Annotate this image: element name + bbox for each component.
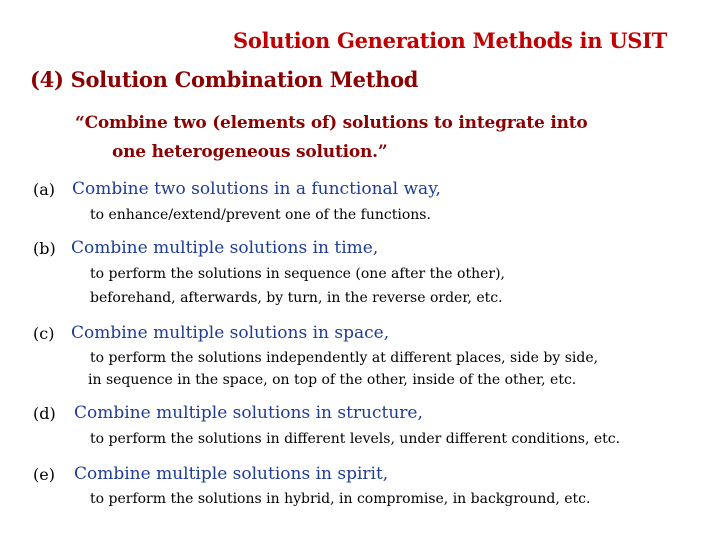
item-e-label: (e) [33,465,55,484]
item-d-heading: Combine multiple solutions in structure, [74,403,423,423]
item-d-desc-1: to perform the solutions in different levels, under different conditions, etc. [90,431,621,447]
item-a-heading: Combine two solutions in a functional way, [72,179,441,199]
item-b-desc-2: beforehand, afterwards, by turn, in the reverse order, etc. [90,290,503,306]
slide-title: Solution Generation Methods in USIT [233,28,667,53]
item-e-heading: Combine multiple solutions in spirit, [74,464,389,484]
item-b-desc-1: to perform the solutions in sequence (one after the other), [90,266,505,282]
quote-line-2: one heterogeneous solution.” [112,142,388,162]
item-a-label: (a) [33,180,56,199]
item-c-heading: Combine multiple solutions in space, [71,323,390,343]
item-c-label: (c) [33,324,55,343]
item-c-desc-1: to perform the solutions independently at different places, side by side, [90,350,599,366]
item-c-desc-2: in sequence in the space, on top of the other, inside of the other, etc. [88,372,577,388]
item-b-heading: Combine multiple solutions in time, [71,238,379,258]
item-a-desc-1: to enhance/extend/prevent one of the functions. [90,207,431,223]
section-heading: (4) Solution Combination Method [30,67,419,92]
item-d-label: (d) [33,404,56,423]
item-b-label: (b) [33,239,56,258]
item-e-desc-1: to perform the solutions in hybrid, in compromise, in background, etc. [90,491,591,507]
quote-line-1: “Combine two (elements of) solutions to integrate into [75,113,588,133]
